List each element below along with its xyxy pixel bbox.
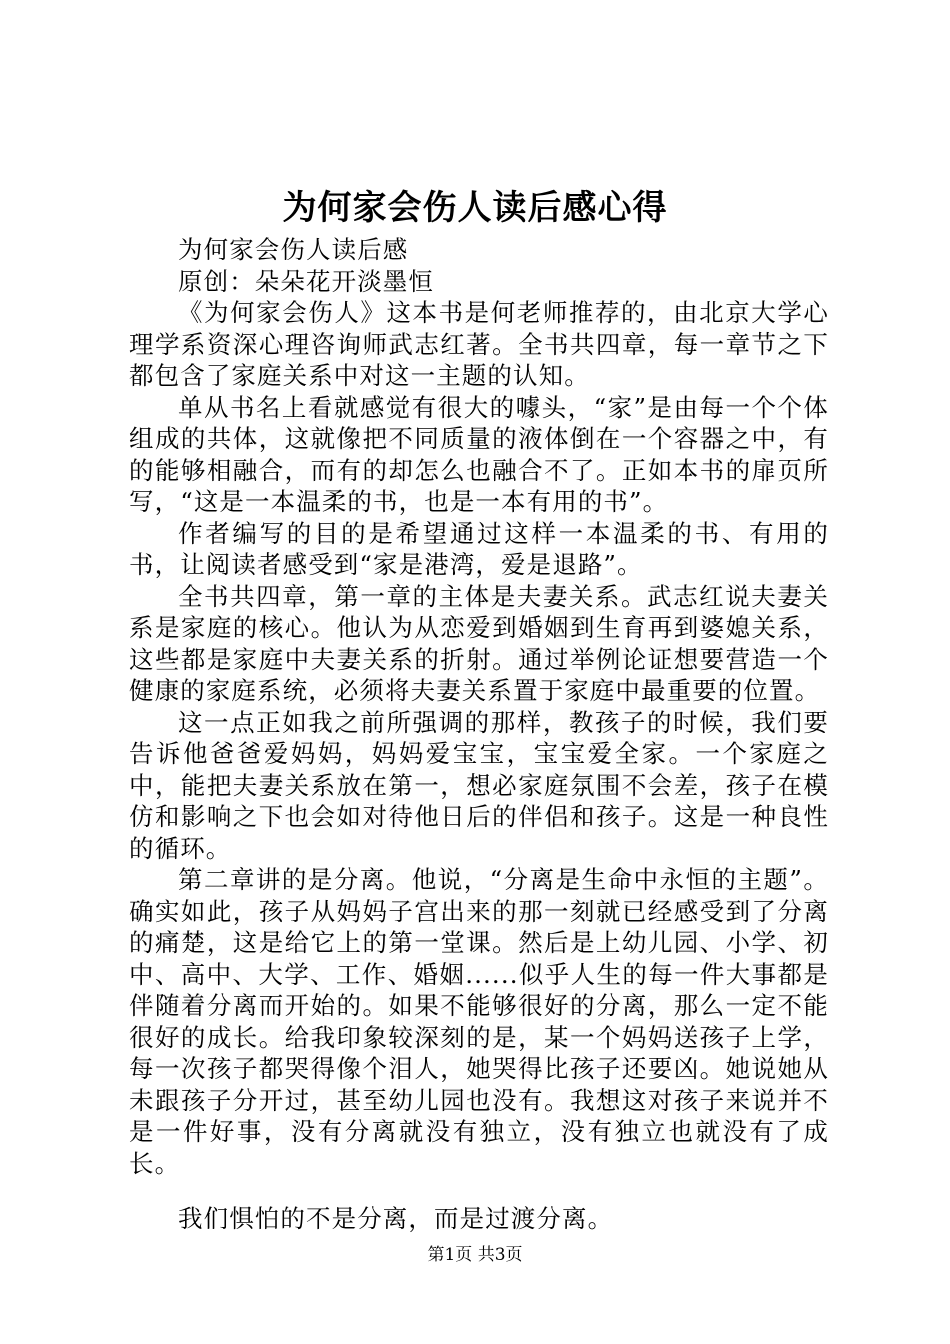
- paragraph-purpose: 作者编写的目的是希望通过这样一本温柔的书、有用的书，让阅读者感受到“家是港湾，爱是退路”。: [129, 518, 829, 579]
- paragraph-chapter-one: 全书共四章，第一章的主体是夫妻关系。武志红说夫妻关系是家庭的核心。他认为从恋爱到婚姻到生育再到婆媳关系，这些都是家庭中夫妻关系的折射。通过举例论证想要营造一个健康的家庭系统，必须将夫妻关系置于家庭中最重要的位置。: [129, 581, 829, 705]
- paragraph-subtitle: 为何家会伤人读后感: [178, 235, 409, 264]
- paragraph-closing: 我们惧怕的不是分离，而是过渡分离。: [178, 1204, 614, 1233]
- paragraph-book-name: 单从书名上看就感觉有很大的噱头，“家”是由每一个个体组成的共体，这就像把不同质量的液体倒在一个容器之中，有的能够相融合，而有的却怎么也融合不了。正如本书的扉页所写，“这是一本温柔的书，也是一本有用的书”。: [129, 392, 829, 516]
- paragraph-author: 原创：朵朵花开淡墨恒: [178, 266, 434, 296]
- paragraph-chapter-two: 第二章讲的是分离。他说，“分离是生命中永恒的主题”。确实如此，孩子从妈妈子宫出来的那一刻就已经感受到了分离的痛楚，这是给它上的第一堂课。然后是上幼儿园、小学、初中、高中、大学、工作、婚姻......似乎人生的每一件大事都是伴随着分离而开始的。如果不能够很好的分离，那么一定不能很好的成长。给我印象较深刻的是，某一个妈妈送孩子上学，每一次孩子都哭得像个泪人，她哭得比孩子还要凶。她说她从未跟孩子分开过，甚至幼儿园也没有。我想这对孩子来说并不是一件好事，没有分离就没有独立，没有独立也就没有了成长。: [129, 865, 829, 1178]
- document-body: [129, 234, 829, 1235]
- document-title: 为何家会伤人读后感心得: [282, 188, 668, 228]
- paragraph-reflection: 这一点正如我之前所强调的那样，教孩子的时候，我们要告诉他爸爸爱妈妈，妈妈爱宝宝，宝宝爱全家。一个家庭之中，能把夫妻关系放在第一，想必家庭氛围不会差，孩子在模仿和影响之下也会如对待他日后的伴侣和孩子。这是一种良性的循环。: [129, 707, 829, 863]
- page-footer: 第1页 共3页: [427, 1245, 523, 1265]
- paragraph-intro: 《为何家会伤人》这本书是何老师推荐的，由北京大学心理学系资深心理咨询师武志红著。全书共四章，每一章节之下都包含了家庭关系中对这一主题的认知。: [129, 298, 829, 390]
